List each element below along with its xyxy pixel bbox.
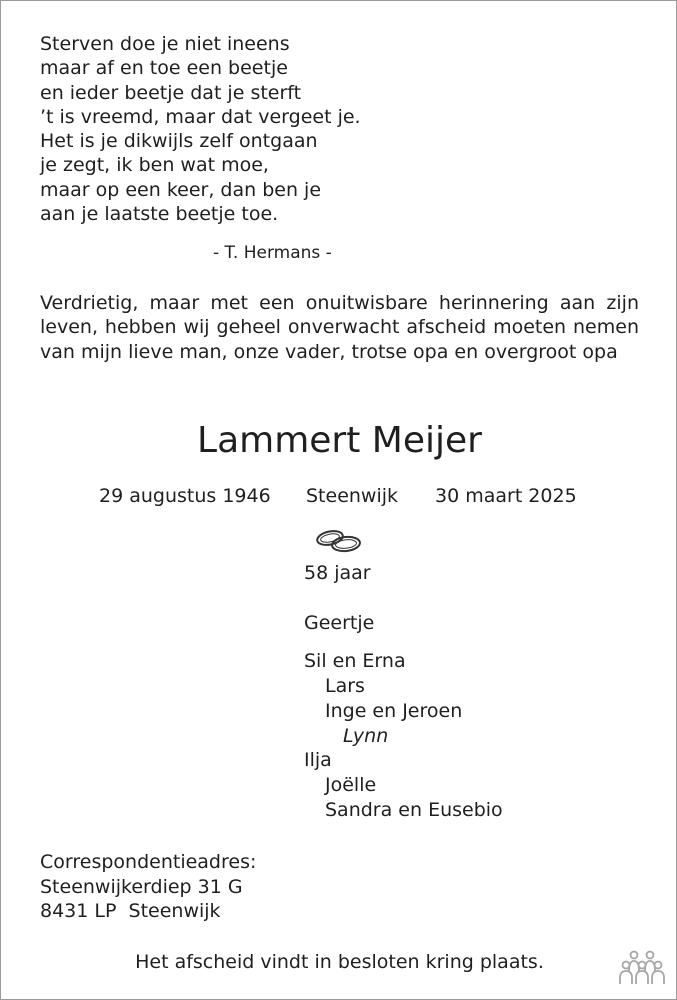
intro-text: Verdrietig, maar met een onuitwisbare herinnering aan zijn leven, hebben wij geheel onverwacht afscheid moeten nemen van mijn lieve man, onze vader, trotse opa en overgroot opa — [40, 292, 639, 363]
poem — [40, 32, 361, 226]
great-grandchild-name: Lynn — [343, 725, 389, 747]
grandchild-name: Inge en Jeroen — [325, 700, 463, 722]
poem-line: en ieder beetje dat je sterft — [40, 81, 302, 104]
child-name: Ilja — [304, 749, 332, 771]
address-label: Correspondentieadres: — [40, 851, 257, 873]
marriage-years: 58 jaar — [304, 562, 371, 584]
address-postal-city: 8431 LP Steenwijk — [40, 900, 221, 922]
poem-line: maar op een keer, dan ben je — [40, 178, 322, 201]
poem-line: Het is je dikwijls zelf ontgaan — [40, 130, 318, 153]
poem-line: maar af en toe een beetje — [40, 57, 288, 80]
wedding-rings-icon — [314, 527, 364, 557]
place: Steenwijk — [306, 485, 399, 507]
poem-line: ’t is vreemd, maar dat vergeet je. — [40, 105, 361, 128]
grandchild-name: Joëlle — [325, 774, 377, 796]
poem-line: aan je laatste beetje toe. — [40, 203, 279, 226]
poem-line: je zegt, ik ben wat moe, — [40, 154, 269, 177]
birth-date: 29 augustus 1946 — [99, 485, 271, 507]
deceased-name: Lammert Meijer — [197, 420, 482, 461]
people-group-logo-icon — [619, 947, 665, 987]
closing-text: Het afscheid vindt in besloten kring plaats. — [135, 951, 544, 973]
poem-line: Sterven doe je niet ineens — [40, 33, 290, 55]
child-name: Sil en Erna — [304, 650, 406, 672]
death-date: 30 maart 2025 — [435, 485, 577, 507]
grandchild-name: Sandra en Eusebio — [325, 799, 503, 821]
poem-author: - T. Hermans - — [213, 243, 332, 263]
grandchild-name: Lars — [325, 675, 365, 697]
correspondence-address — [40, 850, 256, 924]
address-street: Steenwijkerdiep 31 G — [40, 875, 243, 898]
spouse-name: Geertje — [304, 612, 375, 634]
